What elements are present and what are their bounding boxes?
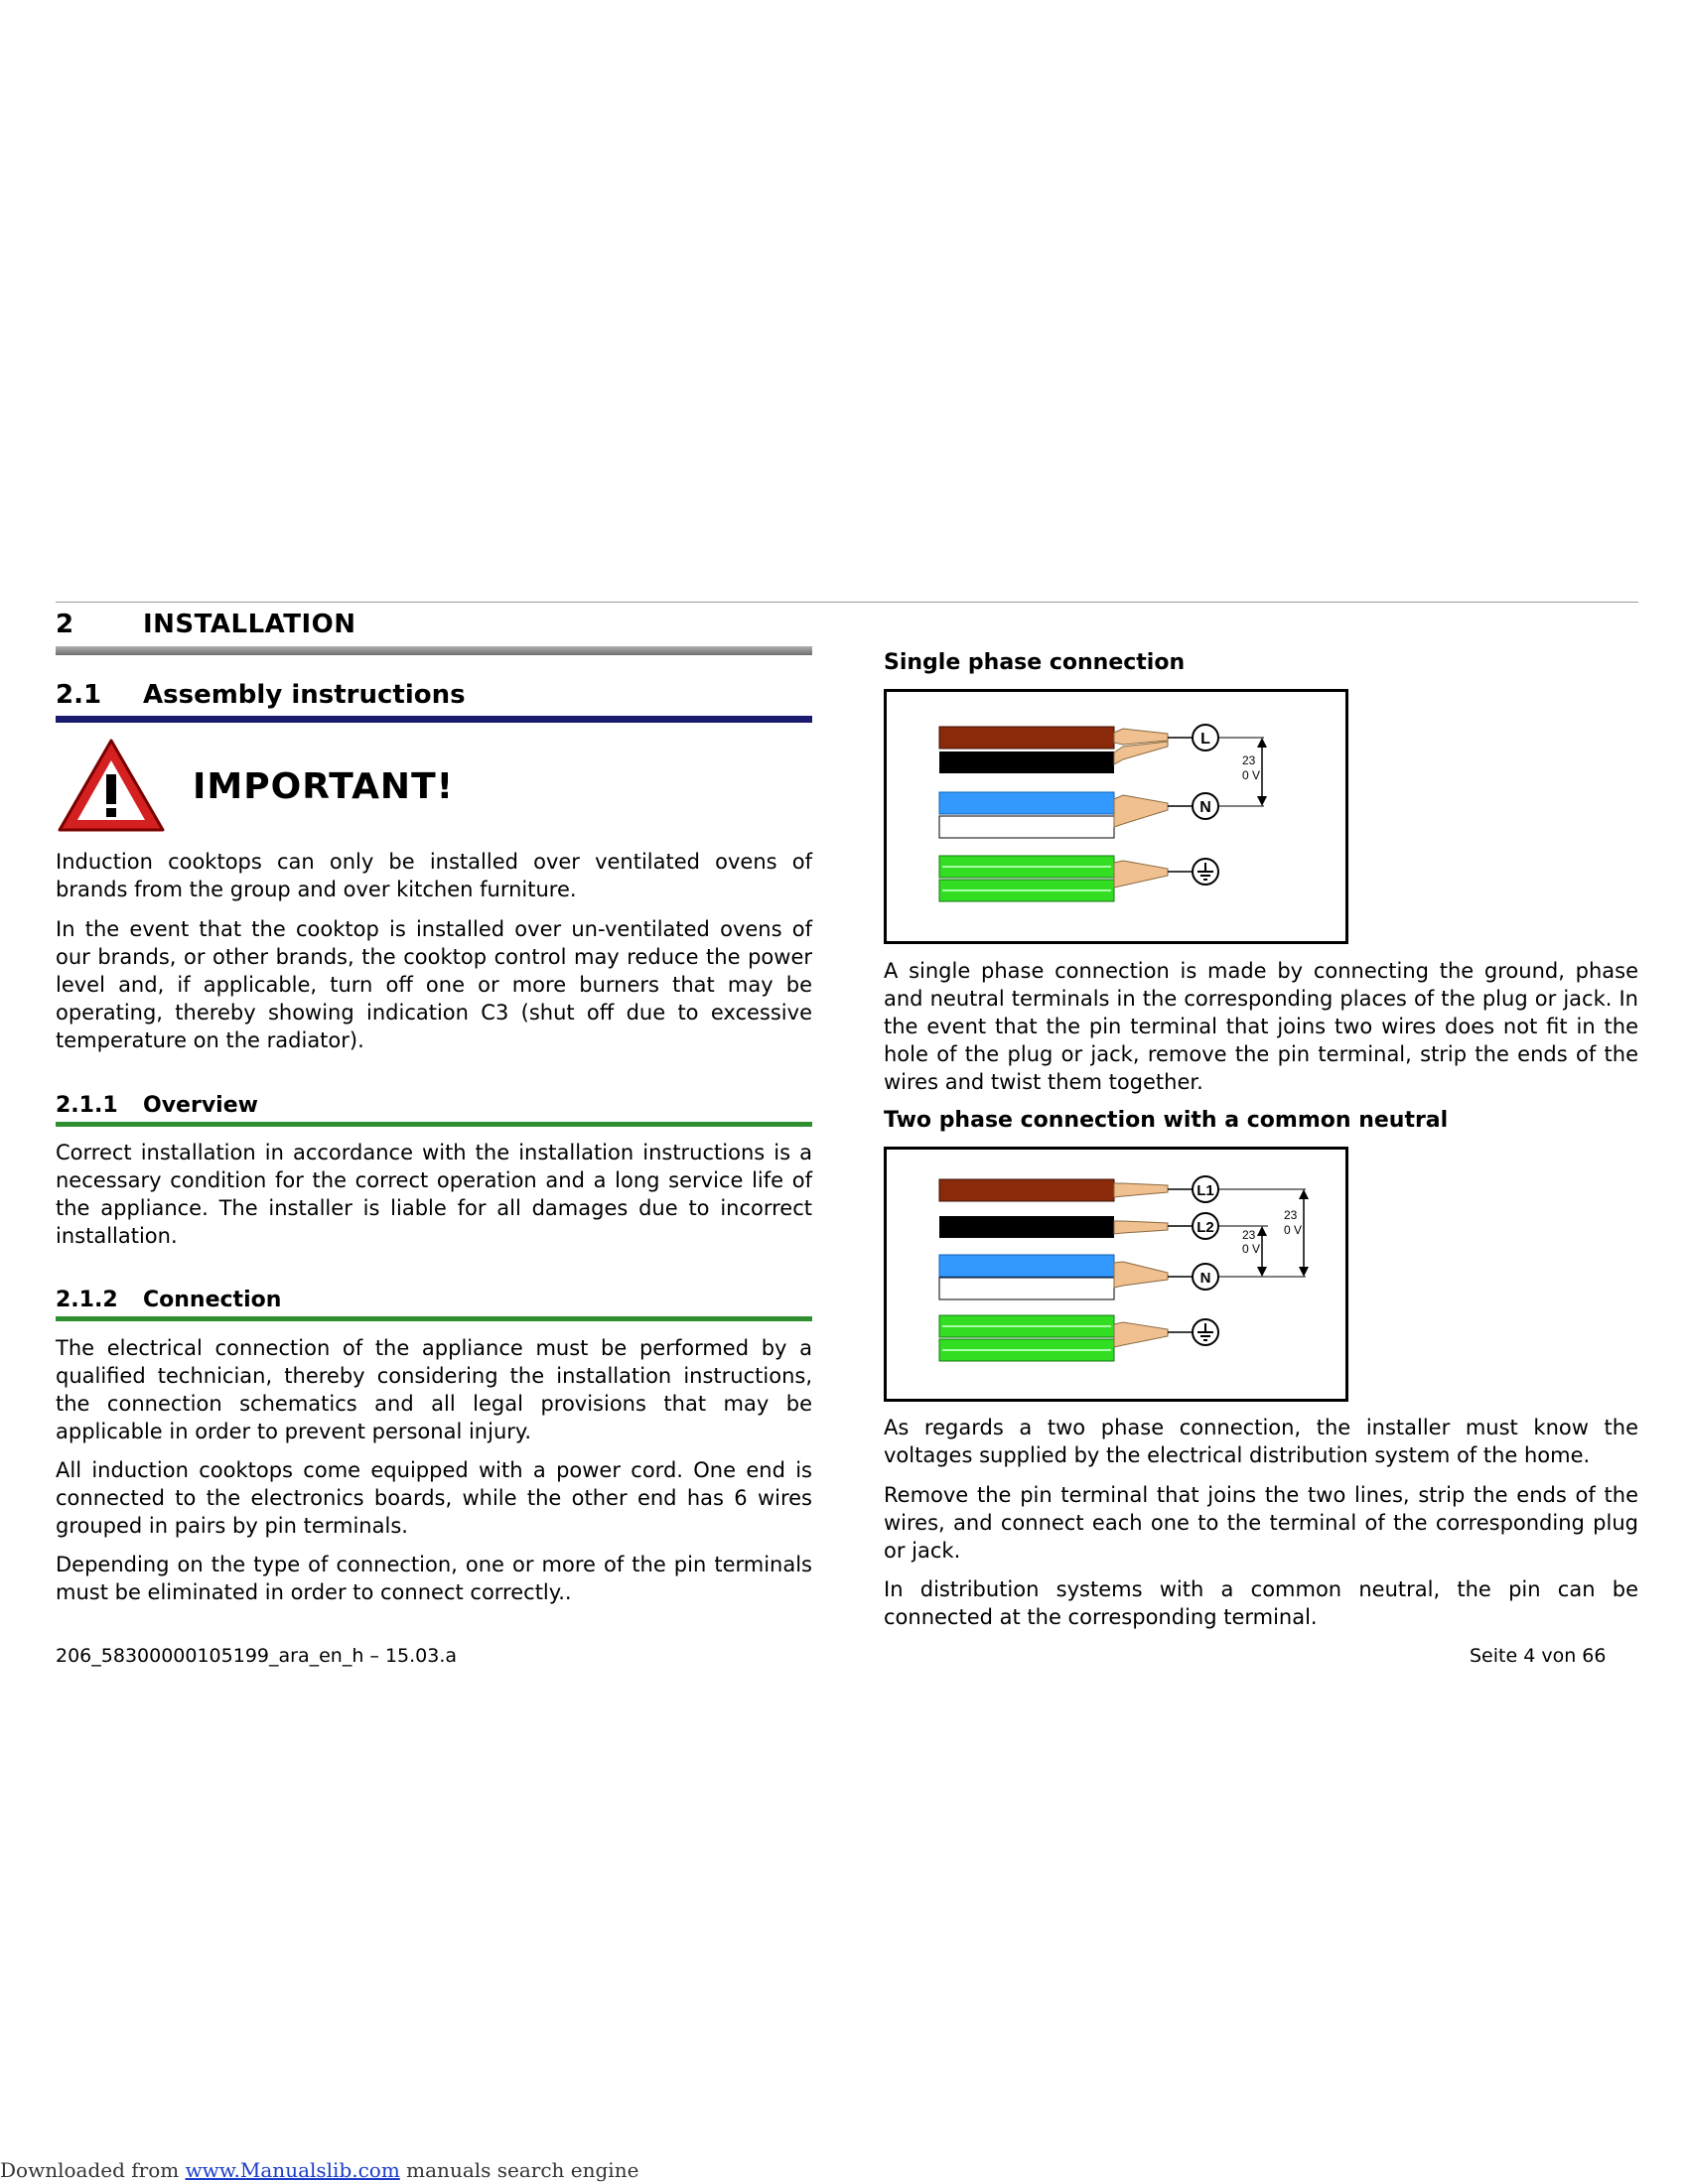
terminal-L2-label: L2 bbox=[1196, 1219, 1214, 1236]
wire-black bbox=[939, 751, 1114, 773]
two-phase-title: Two phase connection with a common neutral bbox=[884, 1108, 1449, 1133]
single-voltage-line2: 0 V bbox=[1242, 768, 1261, 782]
pin-blue bbox=[1114, 795, 1168, 827]
two-voltage-b-line1: 23 bbox=[1284, 1208, 1298, 1222]
download-prefix: Downloaded from bbox=[0, 2158, 186, 2182]
connection-heading bbox=[56, 1288, 810, 1312]
pin-brown bbox=[1114, 1183, 1168, 1197]
terminal-L1-label: L1 bbox=[1196, 1182, 1214, 1199]
subsection-title: Assembly instructions bbox=[143, 680, 466, 710]
single-phase-diagram bbox=[884, 689, 1348, 944]
overview-number: 2.1.1 bbox=[56, 1093, 118, 1118]
warning-triangle-icon bbox=[56, 737, 167, 836]
terminal-N-label: N bbox=[1199, 799, 1211, 816]
overview-title: Overview bbox=[143, 1093, 258, 1118]
wire-brown bbox=[939, 1179, 1114, 1201]
pin-black bbox=[1114, 742, 1168, 764]
section-number: 2 bbox=[56, 610, 74, 639]
footer-page-number: Seite 4 von 66 bbox=[1470, 1645, 1607, 1667]
connection-paragraph-3: Depending on the type of connection, one or more of the pin terminals must be eliminated in order to connect correctly.. bbox=[56, 1553, 812, 1604]
subsection-heading bbox=[56, 680, 810, 710]
overview-heading bbox=[56, 1093, 810, 1118]
subsection-underline bbox=[56, 716, 812, 723]
overview-paragraph: Correct installation in accordance with the installation instructions is a necessary condition for the correct operation and a long service life of the appliance. The installer is liable for all damages due to incorrect installation. bbox=[56, 1141, 812, 1248]
subsection-number: 2.1 bbox=[56, 680, 102, 710]
connection-title: Connection bbox=[143, 1288, 282, 1312]
two-phase-paragraph-1: As regards a two phase connection, the installer must know the voltages supplied by the electrical distribution system of the home. bbox=[884, 1416, 1638, 1467]
pin-black bbox=[1114, 1221, 1168, 1234]
top-rule bbox=[56, 602, 1638, 603]
terminal-L-label: L bbox=[1200, 731, 1210, 748]
wire-black bbox=[939, 1216, 1114, 1238]
wire-blue bbox=[939, 792, 1114, 814]
wire-blue bbox=[939, 1255, 1114, 1277]
two-voltage-b-line2: 0 V bbox=[1284, 1223, 1303, 1237]
two-phase-paragraph-3: In distribution systems with a common neutral, the pin can be connected at the corresponding terminal. bbox=[884, 1577, 1638, 1629]
single-phase-paragraph: A single phase connection is made by connecting the ground, phase and neutral terminals in the corresponding places of the plug or jack. In the event that the pin terminal that joins two wires does not fit in the hole of the plug or jack, remove the pin terminal, strip the ends of the wires and twist them together. bbox=[884, 959, 1638, 1094]
two-phase-paragraph-2: Remove the pin terminal that joins the two lines, strip the ends of the wires, and connect each one to the terminal of the corresponding plug or jack. bbox=[884, 1483, 1638, 1563]
section-title: INSTALLATION bbox=[143, 610, 356, 639]
connection-number: 2.1.2 bbox=[56, 1288, 118, 1312]
single-voltage-line1: 23 bbox=[1242, 753, 1256, 767]
two-voltage-a-line1: 23 bbox=[1242, 1228, 1256, 1242]
wire-white bbox=[939, 1278, 1114, 1299]
pin-green bbox=[1114, 1322, 1168, 1347]
intro-paragraph-1: Induction cooktops can only be installed over ventilated ovens of brands from the group and over kitchen furniture. bbox=[56, 850, 812, 901]
single-phase-title: Single phase connection bbox=[884, 650, 1186, 675]
overview-underline bbox=[56, 1122, 812, 1127]
intro-paragraph-2: In the event that the cooktop is installed over un-ventilated ovens of our brands, or other brands, the cooktop control may reduce the power level and, if applicable, turn off one or more burners that may be operating, thereby showing indication C3 (shut off due to excessive temperature on the radiator). bbox=[56, 917, 812, 1052]
connection-paragraph-2: All induction cooktops come equipped with a power cord. One end is connected to the electronics boards, while the other end has 6 wires grouped in pairs by pin terminals. bbox=[56, 1458, 812, 1538]
important-label: IMPORTANT! bbox=[193, 766, 455, 807]
terminal-N-label: N bbox=[1199, 1270, 1211, 1287]
wire-brown bbox=[939, 727, 1114, 749]
two-voltage-a-line2: 0 V bbox=[1242, 1242, 1261, 1256]
pin-green bbox=[1114, 861, 1168, 887]
pin-blue bbox=[1114, 1262, 1168, 1288]
two-phase-diagram bbox=[884, 1147, 1348, 1402]
connection-paragraph-1: The electrical connection of the appliance must be performed by a qualified technician, thereby considering the installation instructions, the connection schematics and all legal provisions that may be applicable in order to prevent personal injury. bbox=[56, 1336, 812, 1443]
connection-underline bbox=[56, 1316, 812, 1321]
section-underline bbox=[56, 646, 812, 655]
manualslib-link[interactable]: www.Manualslib.com bbox=[185, 2158, 400, 2182]
section-heading bbox=[56, 610, 810, 639]
footer-doc-id: 206_58300000105199_ara_en_h – 15.03.a bbox=[56, 1645, 458, 1667]
download-suffix: manuals search engine bbox=[399, 2158, 639, 2182]
wire-white bbox=[939, 816, 1114, 838]
download-banner bbox=[0, 2158, 638, 2182]
